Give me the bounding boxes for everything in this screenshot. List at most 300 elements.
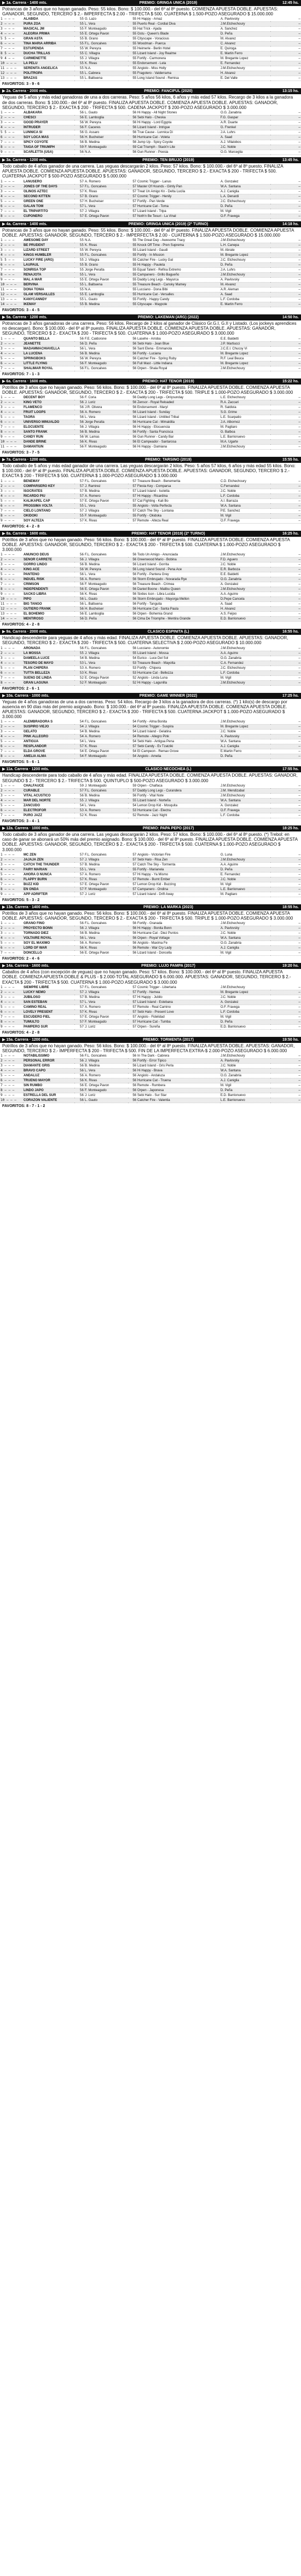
pedigree: Daniel Boone - Malibu Queen [137,587,220,592]
table-row [0,587,301,592]
table-row [0,56,301,61]
jockey-weight: 57 [128,1009,137,1014]
odds: — [270,813,301,818]
jockey-name: Jorge Peralta [84,420,128,425]
horse-name: QUANTO BELLA [23,337,74,342]
odds: — [270,130,301,135]
jockey-name: L. Vera [84,661,128,665]
jockey-weight: 56 [128,415,137,420]
trainer-name: J.C. Noble [220,489,270,494]
pedigree: Fortify - Santa Francisca [137,430,220,435]
jockey-weight: 55 [128,651,137,656]
jockey-weight: 55 [128,253,137,258]
horse-weight: 54 [74,720,84,725]
entry-number: 1 — — — [0,17,23,22]
jockey-name: K. Rivas [84,243,128,248]
entry-number: 5 — — — [0,498,23,503]
trainer-name: J.C. Etchechoury [220,258,270,263]
entry-number: 7 — — — [0,675,23,680]
jockey-weight: 55 [128,27,137,32]
pedigree: Orpen - Royal Voltage [137,936,220,941]
entry-number: 3 — — — [0,27,23,32]
entry-number: 9 — — — [0,1093,23,1098]
horse-name: PANTENO [23,572,74,577]
odds: — [270,356,301,361]
horse-weight: 56 [74,395,84,400]
table-row [0,150,301,155]
race-block [0,825,301,904]
race-conditions: Todo caballo de 4 años ganador de una carrera. Las yeguas descargarán 2 kilos. Peso: 57 kilos. Bono: $ 100.000.- del 6º al 8º puesto. FINALIZA APUESTA DOBLE. COMIENZA APUESTA DOBLE. APUESTAS: GANADOR, SEGUNDO, TERCERO $ 2.- EXACTA $ 200 - TRIFECTA $ 500. CUATERNA JACKPOT $ 500-POZO ASEGURADO $ 5.000.000 [2,164,283,179]
table-row [0,1005,301,1009]
table-row [0,612,301,617]
jockey-name: B. Grano [84,194,128,199]
horse-weight: 57 [74,1014,84,1019]
odds: — [270,121,301,125]
horse-name: LUCKY FIRE (ARG) [23,258,74,263]
race-number: ▶ 4a. Carrera · 1400 mts. [2,222,48,226]
pedigree: In The Dark - Cabrera [137,1054,220,1059]
jockey-weight: 55 [128,288,137,292]
trainer-name: A.J. Caniglia [220,1078,270,1083]
horse-name: IKEMAY [23,302,74,307]
trainer-name: M. Abrate [220,248,270,253]
odds: — [270,857,301,862]
horse-weight: 57 [74,872,84,877]
jockey-name: A. Romero [84,410,128,415]
jockey-name: B. Medina [84,351,128,356]
horse-name: LUNNICA SI [23,130,74,135]
jockey-name: J. Loriz [84,400,128,405]
horse-weight: 54 [74,749,84,754]
odds: — [270,288,301,292]
entry-number: 8 — — — [0,680,23,685]
jockey-weight: 57 [128,1005,137,1009]
odds: — [270,337,301,342]
horse-weight: 57 [74,877,84,882]
trainer-name: A.S. Feijoo [220,612,270,617]
jockey-name: F. Monteagudo [84,582,128,587]
trainer-name: M. Bregante Lopez [220,725,270,730]
horse-weight: 56 [74,587,84,592]
table-row [0,22,301,27]
entry-number: 1 — — — [0,479,23,484]
jockey-name: H. Bucheiser [84,199,128,204]
pedigree: Sebi Candy - Ev Tzatziki [137,744,220,749]
pedigree: Hi Happy - Elocuencia [137,425,220,430]
table-row [0,725,301,730]
horse-weight: 57 [74,508,84,513]
horse-weight: 55 [74,32,84,37]
jockey-weight: 56 [128,1093,137,1098]
odds: — [270,302,301,307]
horse-weight: 56 [74,111,84,116]
horse-weight: 59 [74,145,84,150]
horse-name: ALBAKARA [23,111,74,116]
entry-number: 7 — — — [0,582,23,587]
trainer-name: E. Martin Ferro [220,51,270,56]
table-row [0,720,301,725]
pedigree: Catch The Sky - Tormenta [137,862,220,867]
odds: — [270,754,301,759]
pedigree: Fortify - Tanguita [137,602,220,607]
trainer-name: R.A. Zaccari [220,400,270,405]
jockey-name: E. Ortega Pavon [84,32,128,37]
entry-number: 6 — — — [0,263,23,268]
jockey-name: L. Balbuena [84,283,128,288]
pedigree: Hi Happy - Lagunilla [137,680,220,685]
jockey-weight: 54 [128,725,137,730]
horse-name: KALIKAPEL CAP [23,498,74,503]
jockey-weight: 55 [128,292,137,297]
trainer-name: E. Martin Ferro [220,302,270,307]
entry-number: 9 — — — [0,278,23,283]
pedigree: Fortify - Carmonera [137,56,220,61]
jockey-weight: 56 [128,341,137,346]
entries-table [0,646,301,686]
jockey-name: L. Gauto [84,1098,128,1103]
jockey-weight: 57 [128,990,137,995]
pedigree: Lucciano - Autonomie [137,646,220,651]
jockey-weight: 56 [128,572,137,577]
race-prize: PREMIO: GRINGA UNICA (2019) (2º TURNO) [128,222,209,226]
odds: — [270,990,301,995]
table-row [0,990,301,995]
race-prize: CLASICO NECOCHEA (L) [145,767,192,772]
trainer-name: O.F. Fravega [220,1005,270,1009]
jockey-weight: 56 [128,337,137,342]
trainer-name: J.M.Etchechoury [220,273,270,278]
race-block [0,457,301,531]
race-time: 12:45 hs. [282,1,299,5]
table-row [0,665,301,670]
table-row [0,582,301,587]
trainer-name: E.E. Baldetti [220,337,270,342]
jockey-name: Jorge Peralta [84,268,128,273]
trainer-name: O.G. Zanabria [220,111,270,116]
horse-name: SONRISA TOP [23,268,74,273]
jockey-name: B. Medina [84,1064,128,1069]
horse-name: BUZZ KID [23,882,74,887]
race-prize: PREMIO: HAT TENOR (2019) [142,379,194,383]
horse-weight: 55 [74,17,84,22]
pedigree: Hi Happy - Ya Mismo [137,872,220,877]
trainer-name: O.F. Fravega [220,518,270,523]
race-header [0,457,301,463]
odds: — [270,253,301,258]
trainer-name: R. Saldivia [220,405,270,410]
horse-weight: 56 [74,400,84,405]
jockey-weight: 55 [128,32,137,37]
odds: — [270,150,301,155]
horse-name: ISOCRATES [23,489,74,494]
trainer-name: J.M.Etchechoury [220,720,270,725]
entry-number: 6 — — — [0,204,23,209]
favorites-line: FAVORITOS: 3 - 9 - 6 [2,82,40,87]
odds: — [270,440,301,445]
horse-weight: 54 [74,656,84,661]
horse-weight: 55 [74,76,84,81]
odds: — [270,553,301,558]
jockey-name: F.L. Goncalves [84,479,128,484]
table-row [0,1009,301,1014]
odds: — [270,592,301,597]
horse-weight: 55 [74,302,84,307]
race-conditions: Potrancas de 3 años ganadoras de una carrera. Peso: 56 kilos. Recargo de 2 kilos al ganador de Clásico Gr.G.I, G.II y Listado. (Los jockeys aprendices no descargan). Bono: $ 100.000.- del 6º al 8º puesto. FINALIZA APUESTA DOBLE. COMIENZA APUESTA DOBLE. APUESTAS: GANADOR, SEGUNDO, TERCERO $ 2.- EXACTA $ 200 - TRIFECTA $ 500. CUATERNA $ 1.000-POZO ASEGURADO $ 3.000.000 [2,321,297,336]
entry-number: 2 — — — [0,990,23,995]
horse-name: BRAZAS [23,76,74,81]
pedigree: Daddy Long Legs - Curandera [137,788,220,793]
pedigree: Sebi Halo - Jean Blue [137,341,220,346]
table-row [0,508,301,513]
race-header [0,314,301,320]
trainer-name: C.A. Fernandez [220,661,270,665]
jockey-name: E. Ortega Pavon [84,749,128,754]
table-row [0,1024,301,1029]
horse-weight: 56 [74,592,84,597]
jockey-weight: 56 [128,617,137,622]
race-prize: PREMIO: LUJO PAMPA (2017) [141,964,195,968]
pedigree: Angiolo - Linda Luna [137,675,220,680]
jockey-weight: 57 [128,194,137,199]
jockey-weight: 57 [128,498,137,503]
pedigree: Remote - Allegro Pink [137,735,220,739]
trainer-name: L.A. Denardi [220,194,270,199]
horse-weight: 57 [74,744,84,749]
entry-number: 2 — — — [0,651,23,656]
entry-number: 5 — — — [0,356,23,361]
horse-weight: 57 [74,853,84,858]
horse-name: TUTTA BELLEZA [23,670,74,675]
jockey-name: E. Ortega Pavon [84,278,128,283]
trainer-name: M. Vigil [220,882,270,887]
pedigree: Lizard Island - Drift Away [137,892,220,897]
pedigree: Fortify - Nemea [137,990,220,995]
race-block [0,904,301,963]
race-block [0,531,301,629]
odds: — [270,494,301,498]
trainer-name: M. Bregante Lopez [220,361,270,366]
pedigree: Sixties Icon - Libra Lucida [137,592,220,597]
jockey-name: J. Villagra [84,258,128,263]
horse-weight: 56 [74,125,84,130]
horse-name: POLITROPA [23,71,74,76]
jockey-weight: 56 [128,926,137,931]
horse-weight: 55 [74,27,84,32]
odds: — [270,204,301,209]
horse-name: KINGS HUMBLER [23,253,74,258]
trainer-name: J.C. Noble [220,145,270,150]
odds: — [270,867,301,872]
trainer-name: C.D. Etchechoury [220,479,270,484]
horse-weight: 56 [74,951,84,956]
horse-name: CRIMSON [23,582,74,587]
jockey-name: J. Monteagudo [84,784,128,789]
horse-weight: 56 [74,936,84,941]
table-row [0,813,301,818]
jockey-name: L. Vera [84,936,128,941]
jockey-name: L. Vera [84,204,128,209]
odds: — [270,872,301,877]
horse-weight: 56 [74,1083,84,1088]
horse-weight: 53 [74,661,84,665]
horse-name: SOY ALTEZA [23,518,74,523]
jockey-weight: 56 [128,936,137,941]
table-row [0,415,301,420]
horse-name: TORNADO DIEZ [23,931,74,936]
table-row [0,302,301,307]
entry-number: 2 — — — [0,400,23,405]
jockey-weight: 56 [128,602,137,607]
horse-name: GALAN TOM [23,204,74,209]
horse-weight: 57 [74,788,84,793]
trainer-name: J.P. Martiucci [220,341,270,346]
jockey-name: K. Rivas [84,946,128,951]
table-row [0,946,301,951]
horse-weight: 57 [74,204,84,209]
entry-number: 5 — — — [0,872,23,877]
horse-name: ANDALUZ [23,1074,74,1078]
horse-name: AHORA O NUNCA [23,872,74,877]
entry-number: 4 — — — [0,936,23,941]
favorites-line: FAVORITOS: 3 - 4 - 5 [2,308,40,313]
horse-weight: 57 [74,995,84,1000]
jockey-weight: 56 [128,582,137,587]
odds: — [270,297,301,302]
race-time: 18:55 hs. [282,905,299,909]
table-row [0,337,301,342]
jockey-name: L. Balbuena [84,602,128,607]
entry-number: 7 — — — [0,508,23,513]
jockey-weight: 55 [128,22,137,27]
horse-name: MAGICAL JM [23,27,74,32]
jockey-name: F.E. Caldorone [84,337,128,342]
jockey-name: K. Rivas [84,61,128,66]
trainer-name: W.A. Santana [220,503,270,508]
horse-weight: 56 [74,553,84,558]
pedigree: Cosmic Trigger - Suspira [137,725,220,730]
horse-weight: 57 [74,199,84,204]
jockey-name: L. Gauto [84,111,128,116]
pedigree: Hurricane Cat - Toma [137,204,220,209]
race-time: 13:45 hs. [282,158,299,163]
jockey-weight: 57 [128,853,137,858]
race-number: ▶ 8a. Carrera · 1600 mts. [2,531,48,536]
pedigree: Lizard Island - Gorrita [137,563,220,567]
horse-name: OLINOS AZTEC [23,189,74,194]
pedigree: Equal Talent - Refina Extremo [137,268,220,273]
jockey-name: J. Villagra [84,425,128,430]
horse-name: SOY EL MAXIMO [23,941,74,946]
jockey-weight: 55 [128,37,137,42]
pedigree: Cityscape - Voracious [137,37,220,42]
odds: — [270,61,301,66]
table-row [0,656,301,661]
race-prize: PREMIO: GAME WINNER (2022) [139,693,198,698]
jockey-name: B. Medina [84,140,128,145]
pedigree: Angiolo - Andaluza [137,1074,220,1078]
entry-number: 6 — — — [0,877,23,882]
jockey-name: W. Lamas [84,435,128,440]
odds: — [270,214,301,219]
entry-number: 7 — — — [0,1014,23,1019]
jockey-name: B. Medina [84,430,128,435]
race-number: ▶ 10a. Carrera · 1000 mts. [2,693,49,698]
pedigree: Todo Un Amigo - Anunciada [137,553,220,558]
race-block [0,693,301,767]
horse-name: CHALFAUCE [23,784,74,789]
table-row [0,995,301,1000]
entry-number: 12 — — — [0,292,23,297]
horse-name: GUTIERO FRANK [23,607,74,612]
jockey-name: J. Villagra [84,651,128,656]
horse-weight: 56 [74,577,84,582]
jockey-name: F. Monteagudo [84,754,128,759]
race-number: ▶ 11a. Carrera · 1200 mts. [2,767,49,772]
trainer-name: M. Vigil [220,209,270,214]
jockey-name: J. Villagra [84,990,128,995]
table-row [0,346,301,351]
odds: — [270,1078,301,1083]
horse-name: VITAL ACUSTICO [23,793,74,798]
odds: — [270,484,301,489]
trainer-name: D. Peña [220,867,270,872]
jockey-weight: 56 [128,1098,137,1103]
jockey-name: L. Vera [84,1000,128,1005]
pedigree: Cima De Triomphe - Mentira Grande [137,617,220,622]
jockey-name: C. Villagra [84,51,128,56]
trainer-name: D. Peña [220,263,270,268]
table-row [0,498,301,503]
pedigree: El Campeon - Remax Grove [137,749,220,754]
horse-weight: 56 [74,150,84,155]
jockey-weight: 56 [128,941,137,946]
horse-weight: 57 [74,1005,84,1009]
jockey-weight: 57 [128,209,137,214]
odds: — [270,597,301,602]
trainer-name: C.Fernandez [220,484,270,489]
entry-number: 2 — — — [0,926,23,931]
horse-name: SEÑOR CARRETE [23,558,74,563]
table-row [0,513,301,518]
entry-number: 8 5 — — [0,51,23,56]
table-row [0,425,301,430]
jockey-weight: 57 [128,985,137,990]
odds: — [270,32,301,37]
pedigree: Fortify - Error Tipico [137,1059,220,1064]
pedigree: Lizard Island - Estebana [137,1000,220,1005]
horse-name: GRAN LAGUNA [23,680,74,685]
race-prize: PREMIO: FANCIFUL (2020) [144,89,193,94]
trainer-name: J.M.Etchechoury [220,646,270,651]
jockey-name: A. Romero [84,665,128,670]
entry-number: 3 — — — [0,730,23,735]
pedigree: Catcher Fire - Spring Ruby [137,356,220,361]
jockey-weight: 56 [128,420,137,425]
trainer-name: E. Fernandez [220,872,270,877]
horse-name: OKIDOKI [23,513,74,518]
horse-weight: 56 [74,1054,84,1059]
odds: — [270,587,301,592]
table-row [0,125,301,130]
horse-name: CUPONERO [23,214,74,219]
horse-name: ARONADA [23,646,74,651]
horse-name: PERSONAL ERROR [23,1059,74,1064]
trainer-name: D.Pepe Cancela [220,597,270,602]
trainer-name: A. Saad [220,292,270,297]
table-row [0,862,301,867]
jockey-name: F. Monteagudo [84,145,128,150]
horse-weight: 52 [74,680,84,685]
